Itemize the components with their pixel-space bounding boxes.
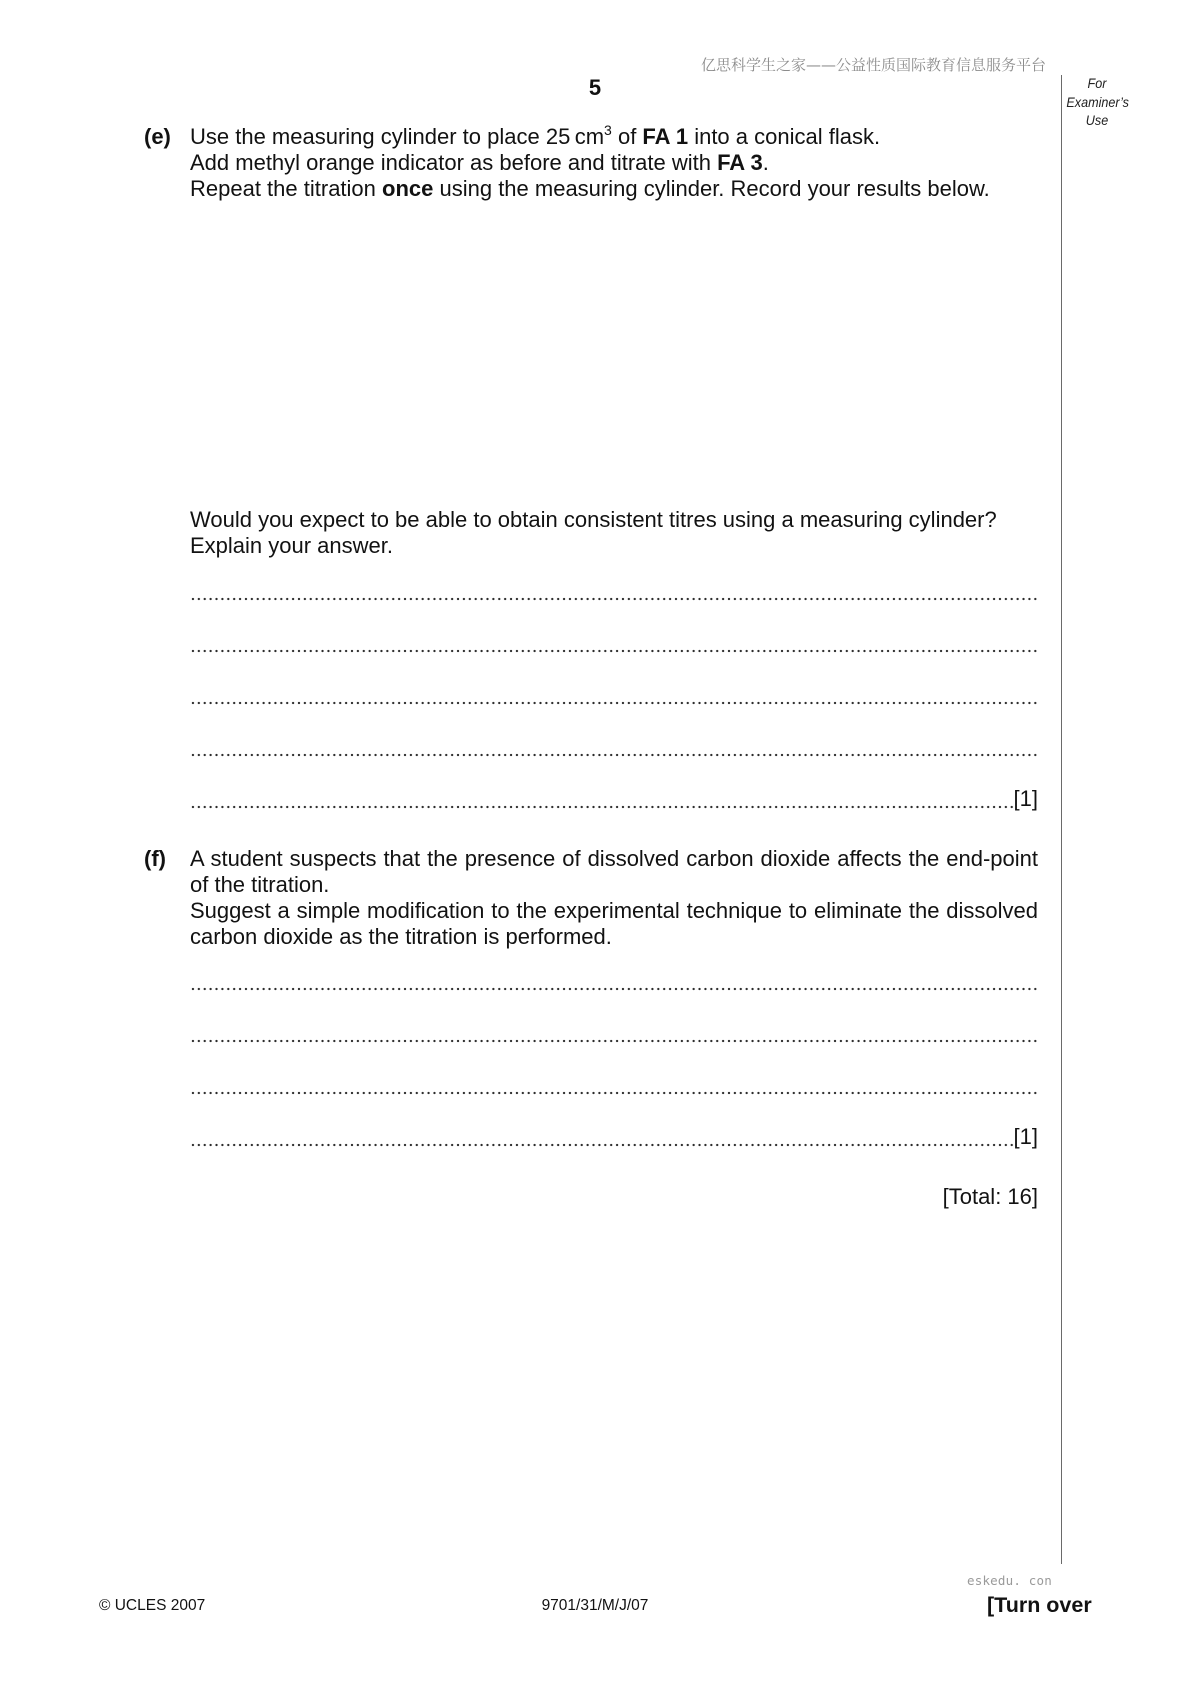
mark-allocation: [1] — [1013, 1124, 1038, 1149]
instruction-line — [190, 176, 1038, 202]
answer-area-e — [190, 578, 1038, 838]
reagent-name: FA 1 — [642, 124, 689, 149]
question-text: Would you expect to be able to obtain consistent titres using a measuring cylinder? — [190, 507, 997, 532]
dotted-rule — [190, 1124, 1014, 1150]
dotted-rule — [190, 1020, 1038, 1046]
instruction-text: using the measuring cylinder. Record your results below. — [433, 176, 990, 201]
instruction-text: . — [762, 150, 769, 175]
page-number: 5 — [588, 75, 602, 100]
examiner-use-label — [1066, 74, 1127, 130]
question-part-f — [144, 846, 1038, 950]
footer-watermark: eskedu. con — [967, 1573, 1052, 1588]
dotted-rule — [190, 968, 1038, 994]
part-label-e: (e) — [144, 124, 171, 149]
answer-line — [190, 1072, 1038, 1098]
answer-area-f — [190, 968, 1038, 1176]
question-part-e-prompt — [190, 507, 1038, 559]
instruction-line — [190, 150, 1038, 176]
mark-allocation: [1] — [1013, 786, 1038, 811]
dotted-rule — [190, 786, 1014, 812]
answer-line — [190, 682, 1038, 708]
turn-over-note: [Turn over — [987, 1593, 1092, 1617]
answer-line — [190, 968, 1038, 994]
answer-line — [190, 734, 1038, 760]
dotted-rule — [190, 630, 1038, 656]
reagent-name: FA 3 — [717, 150, 763, 175]
emphasis-word: once — [382, 176, 434, 201]
total-marks: [Total: 16] — [942, 1184, 1038, 1209]
instruction-text: Repeat the titration — [190, 176, 383, 201]
dotted-rule — [190, 734, 1038, 760]
question-part-e — [144, 122, 1038, 202]
answer-line — [190, 1124, 1038, 1150]
instruction-text: into a conical flask. — [688, 124, 881, 149]
examiner-label-line: Use — [1085, 112, 1109, 128]
examiner-margin-rule — [1061, 75, 1062, 1564]
question-text: Explain your answer. — [190, 533, 393, 558]
part-label-f: (f) — [144, 846, 166, 871]
question-paragraph: Suggest a simple modification to the experimental technique to eliminate the dissolved carbon dioxide as the titration is performed. — [190, 898, 1038, 949]
examiner-label-line: Examiner’s — [1066, 93, 1129, 110]
header-watermark: 亿思科学生之家——公益性质国际教育信息服务平台 — [700, 56, 1046, 74]
dotted-rule — [190, 682, 1038, 708]
instruction-text: of — [611, 124, 643, 149]
answer-line — [190, 578, 1038, 604]
answer-line — [190, 630, 1038, 656]
dotted-rule — [190, 578, 1038, 604]
copyright-notice: © UCLES 2007 — [99, 1597, 206, 1614]
answer-line — [190, 786, 1038, 812]
answer-line — [190, 1020, 1038, 1046]
instruction-line — [190, 124, 1038, 150]
instruction-text: Use the measuring cylinder to place 25 cm — [190, 124, 605, 149]
instruction-text: Add methyl orange indicator as before and titrate with — [190, 150, 718, 175]
question-paragraph: A student suspects that the presence of dissolved carbon dioxide affects the end-point of the titration. — [190, 846, 1038, 897]
paper-code: 9701/31/M/J/07 — [541, 1597, 649, 1614]
examiner-label-line: For — [1087, 75, 1107, 91]
unit-superscript: 3 — [604, 122, 612, 138]
dotted-rule — [190, 1072, 1038, 1098]
